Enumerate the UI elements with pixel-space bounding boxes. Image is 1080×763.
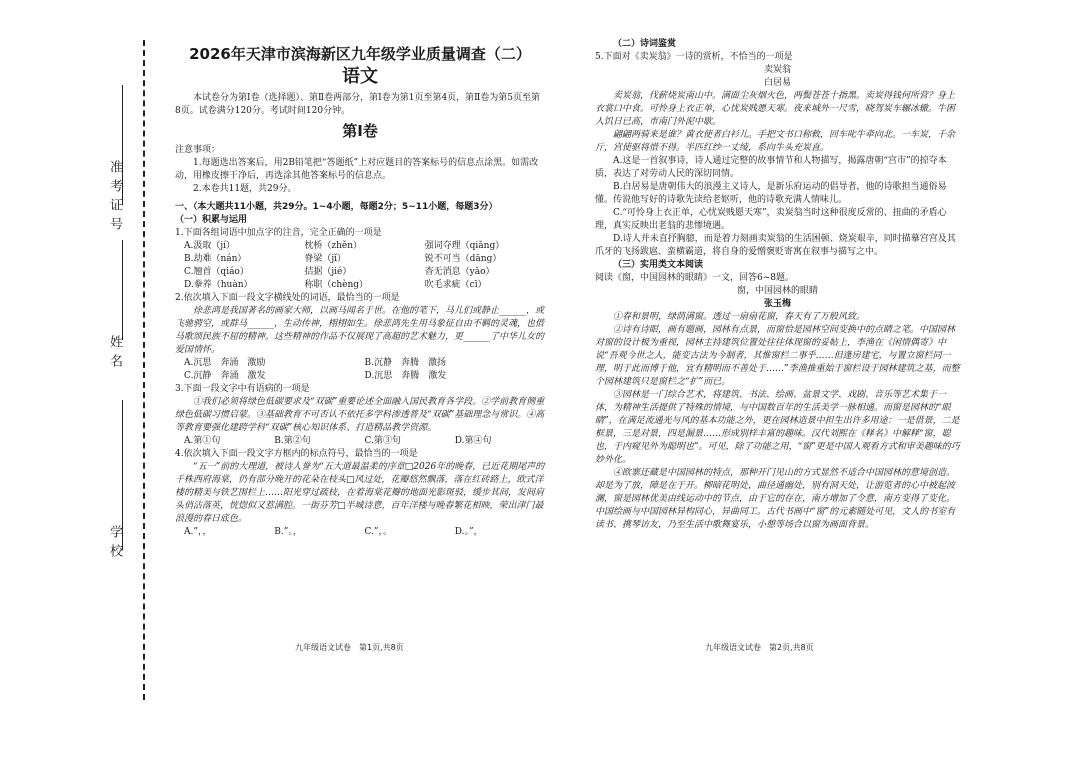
section-2-title: （二）诗词鉴赏 — [613, 39, 677, 49]
q1-d-2: 称职（chèng） — [304, 280, 369, 290]
q1-a-2: 枕桥（zhěn） — [304, 241, 362, 251]
question-3: 3.下面一段文字中有语病的一项是 — [175, 384, 310, 394]
question-1: 1.下面各组词语中加点字的注音，完全正确的一项是 — [175, 228, 382, 238]
q5-option-b: B.白居易是唐朝伟大的浪漫主义诗人，是新乐府运动的倡导者，他的诗歌担当通俗易懂。传说他写好的诗歌先读给老妪听，他的诗歌充满人情味儿。 — [595, 182, 947, 205]
article-para-2: ②诗有诗眼，画有题画，园林有点景，而窗恰是园林空间变换中的点睛之笔。中国园林对窗的设计极为重视，园林主持建筑位置处往往体现窗的妥帖上，李渔在《闲情偶寄》中说“吾观今世之人，能变古法为今制者，其惟窗栏二事乎……但逢房建宅，与置立窗栏同一理，明于此而博于他，宜有精明而不善处于……”李渔推重始于窗栏设于园林建筑之基，而整个园林建筑只是窗栏之“扩”而已。 — [595, 325, 960, 387]
q1-option-row — [175, 240, 545, 253]
q1-a-1: A.汲取（jí） — [184, 241, 236, 251]
article-para-3: ③园林是一门综合艺术，将建筑、书法、绘画、盆景文学、戏剧、音乐等艺术集于一体，为精神生活提供了特殊的情境，与中国数百年的生活美学一脉相通。而窗是园林的“眼睛”，在满足流通光与风的基本功能之外，更在园林造景中担生出许多用途：一是借景，二是框景，三是对景，四是漏景……形成别样丰富的趣味。汉代刘熙在《释名》中解释“窗，聪也，于内窥见外为聪明也”。可见，除了功能之用，“窗”更是中国人观看方式和审美趣味的巧妙外化。 — [595, 390, 960, 465]
q1-b-2: 脊梁（jǐ） — [304, 254, 346, 264]
binding-margin — [0, 0, 150, 763]
q4-passage: “五一”前的大理道，被诗人誉为“五大道最温柔的序章□2026年的晚春，已近花期尾声的千株西府海棠，仍有部分晚开的花朵在枝头□风过处，花瓣悠然飘落，落在红砖路上，欧式洋楼的精美与铁艺围栏上……阳光穿过疏枝，在着海棠花瓣的地面光影斑驳，缓步其间，发间肩头俏沾落英，恍惚似又惹满腔。一街芬芳□半城诗意，百年洋楼与晚春繁花相映，荣出津门最浪漫的春日底色。 — [175, 462, 545, 524]
name-label: 姓名 — [107, 335, 122, 373]
name-line — [122, 240, 123, 340]
q4-option-b: B.”。， — [274, 527, 302, 537]
school-label: 学校 — [107, 525, 122, 563]
ticket-label: 准考证号 — [107, 160, 122, 236]
q3-option-b: B.第②句 — [274, 436, 311, 446]
q1-option-row — [175, 253, 545, 266]
section-heading: 一、（本大题共11小题，共29分。1~4小题，每题2分；5~11小题，每题3分） — [175, 202, 498, 212]
q4-options — [175, 526, 545, 539]
q2-option-c: C.沉静 奔涌 激发 — [184, 371, 266, 381]
q1-b-3: 锐不可当（dāng） — [424, 254, 502, 264]
question-5: 5.下面对《卖炭翁》一诗的赏析，不恰当的一项是 — [595, 52, 793, 62]
q1-option-row — [175, 266, 545, 279]
section-1-title: （一）积累与运用 — [175, 215, 248, 225]
volume-title: 第Ⅰ卷 — [342, 122, 378, 140]
q1-c-3: 杳无消息（yǎo） — [424, 267, 495, 277]
q5-option-d: D.诗人并未直抒胸臆，而是着力刻画卖炭翁的生活困顿、烧炭艰辛，同时描摹宫宫及其爪牙的飞扬跋扈、蛮横霸道，将自身的爱憎褒贬寄寓在叙事与描写之中。 — [595, 234, 956, 257]
q5-option-a: A.这是一首叙事诗，诗人通过完整的故事情节和人物描写，揭露唐朝“宫市”的掠夺本质，表达了对劳动人民的深切同情。 — [595, 156, 947, 179]
q2-option-a: A.沉思 奔涌 激励 — [184, 358, 266, 368]
notice-heading: 注意事项： — [175, 145, 221, 155]
q4-option-c: C.”，。 — [364, 527, 393, 537]
question-4: 4.依次填入下面一段文字方框内的标点符号，最恰当的一项是 — [175, 449, 418, 459]
q2-option-d: D.沉思 奔腾 激发 — [364, 371, 447, 381]
q1-c-1: C.翘首（qiáo） — [184, 267, 249, 277]
q1-a-3: 强词夺理（qiǎng） — [424, 241, 505, 251]
section-3-title: （三）实用类文本阅读 — [613, 260, 704, 270]
q2-option-b: B.沉静 奔腾 激扬 — [364, 358, 447, 368]
exam-title: 2026年天津市滨海新区九年级学业质量调查（二） — [189, 45, 531, 63]
q1-d-3: 吹毛求疵（cī） — [424, 280, 487, 290]
notice-1: 1.每题选出答案后，用2B铅笔把“答题纸”上对应题目的答案标号的信息点涂黑。如需改动，用橡皮擦干净后，再选涂其他答案标号的信息点。 — [175, 158, 539, 181]
article-para-1: ①春和景明，绿荫满窗。透过一扇扇花窗，春天有了万般风致。 — [613, 312, 866, 322]
q4-option-a: A.”，， — [184, 527, 212, 537]
poem-title: 卖炭翁 — [763, 65, 791, 75]
q2-option-row — [175, 370, 545, 383]
poem-author: 白居易 — [763, 78, 791, 88]
left-column — [175, 38, 545, 539]
q1-c-2: 拮据（jié） — [304, 267, 352, 277]
poem-stanza-2: 翩翩两骑来是谁？黄衣使者白衫儿。手把文书口称敕，回车叱牛牵向北。一车炭，千余斤，宫使驱将惜不得。半匹红纱一丈绫，系向牛头充炭直。 — [595, 130, 956, 153]
q1-b-1: B.劫难（nán） — [184, 254, 247, 264]
q1-option-row — [175, 279, 545, 292]
notice-2: 2.本卷共11题，共29分。 — [193, 184, 297, 194]
q4-option-d: D.。”， — [454, 527, 483, 537]
article-author: 张玉梅 — [763, 299, 791, 309]
q5-option-c: C.“可怜身上衣正单，心忧炭贱愿天寒”，卖炭翁当时这种很度反常的、扭曲的矛盾心理，真实反映出老翁的悲惨境遇。 — [595, 208, 947, 231]
article-para-4: ④欧寨还藏是中国园林的特点，那种开门见山的方式显然不适合中国园林的意境创造。却是为了放，障是在于开。柳暗花明处，曲径通幽处，别有洞天处，让游览者的心中被起波澜，窗是园林优美由线运动中的节点，由于它的存在，南方增加了令意，南方变得了变化。中国绘画与中国园林异构同心，异曲同工。古代书画中“窗”的元素随处可见，文人的书室有读书、携琴访友，乃至生活中歌舞宴乐，小憩等场合以窗为画面背景。 — [595, 468, 956, 530]
right-column — [595, 38, 960, 532]
left-footer: 九年级语文试卷 第1页,共8页 — [295, 643, 404, 652]
article-title: 窗，中国园林的眼睛 — [736, 286, 818, 296]
cut-line — [143, 40, 145, 700]
q3-passage: ①我们必须将绿色低碳要求及“双碳”重要论述全面融入国民教育各学段。②学前教育侧重绿色低碳习惯启蒙。③基础教育不可否认不依托多学科渗透普及“双碳”基础理念与常识。④高等教育要强化建跨学科“双碳”核心知识体系、打造精品教学资源。 — [175, 397, 545, 433]
q2-passage: 徐悲鸿是我国著名的画家大师，以画马闻名于世。在他的笔下，马儿们或静止______，或飞驰骋空，或群马______，生动传神，栩栩如生。徐悲鸿先生用马象征自由不羁的灵魂，也借马歌颂民族不屈的精神。这些精神的作品不仅展现了高超的艺术魅力，更______了中华儿女的爱国情怀。 — [175, 306, 545, 355]
q3-option-c: C.第③句 — [364, 436, 401, 446]
q3-option-d: D.第④句 — [454, 436, 492, 446]
poem-stanza-1: 卖炭翁，伐薪烧炭南山中。满面尘灰烟火色，两鬓苍苍十指黑。卖炭得钱何所营？身上衣裳口中食。可怜身上衣正单，心忧炭贱愿天寒。夜来城外一尺雪，晓驾炭车辗冰辙。牛困人饥日已高，市南门外泥中歇。 — [595, 91, 956, 127]
q2-option-row — [175, 357, 545, 370]
q3-options — [175, 435, 545, 448]
exam-intro: 本试卷分为第Ⅰ卷（选择题）、第Ⅱ卷两部分，第Ⅰ卷为第1页至第4页，第Ⅱ卷为第5页至第8页。试卷满分120分。考试时间120分钟。 — [175, 93, 541, 116]
right-footer: 九年级语文试卷 第2页,共8页 — [705, 643, 814, 652]
subject-title: 语文 — [342, 66, 378, 87]
reading-intro: 阅读《窗，中国园林的眼睛》一文，回答6~8题。 — [595, 273, 794, 283]
q3-option-a: A.第①句 — [184, 436, 221, 446]
question-2: 2.依次填入下面一段文字横线处的词语，最恰当的一项是 — [175, 293, 400, 303]
q1-d-1: D.豢养（huàn） — [184, 280, 253, 290]
